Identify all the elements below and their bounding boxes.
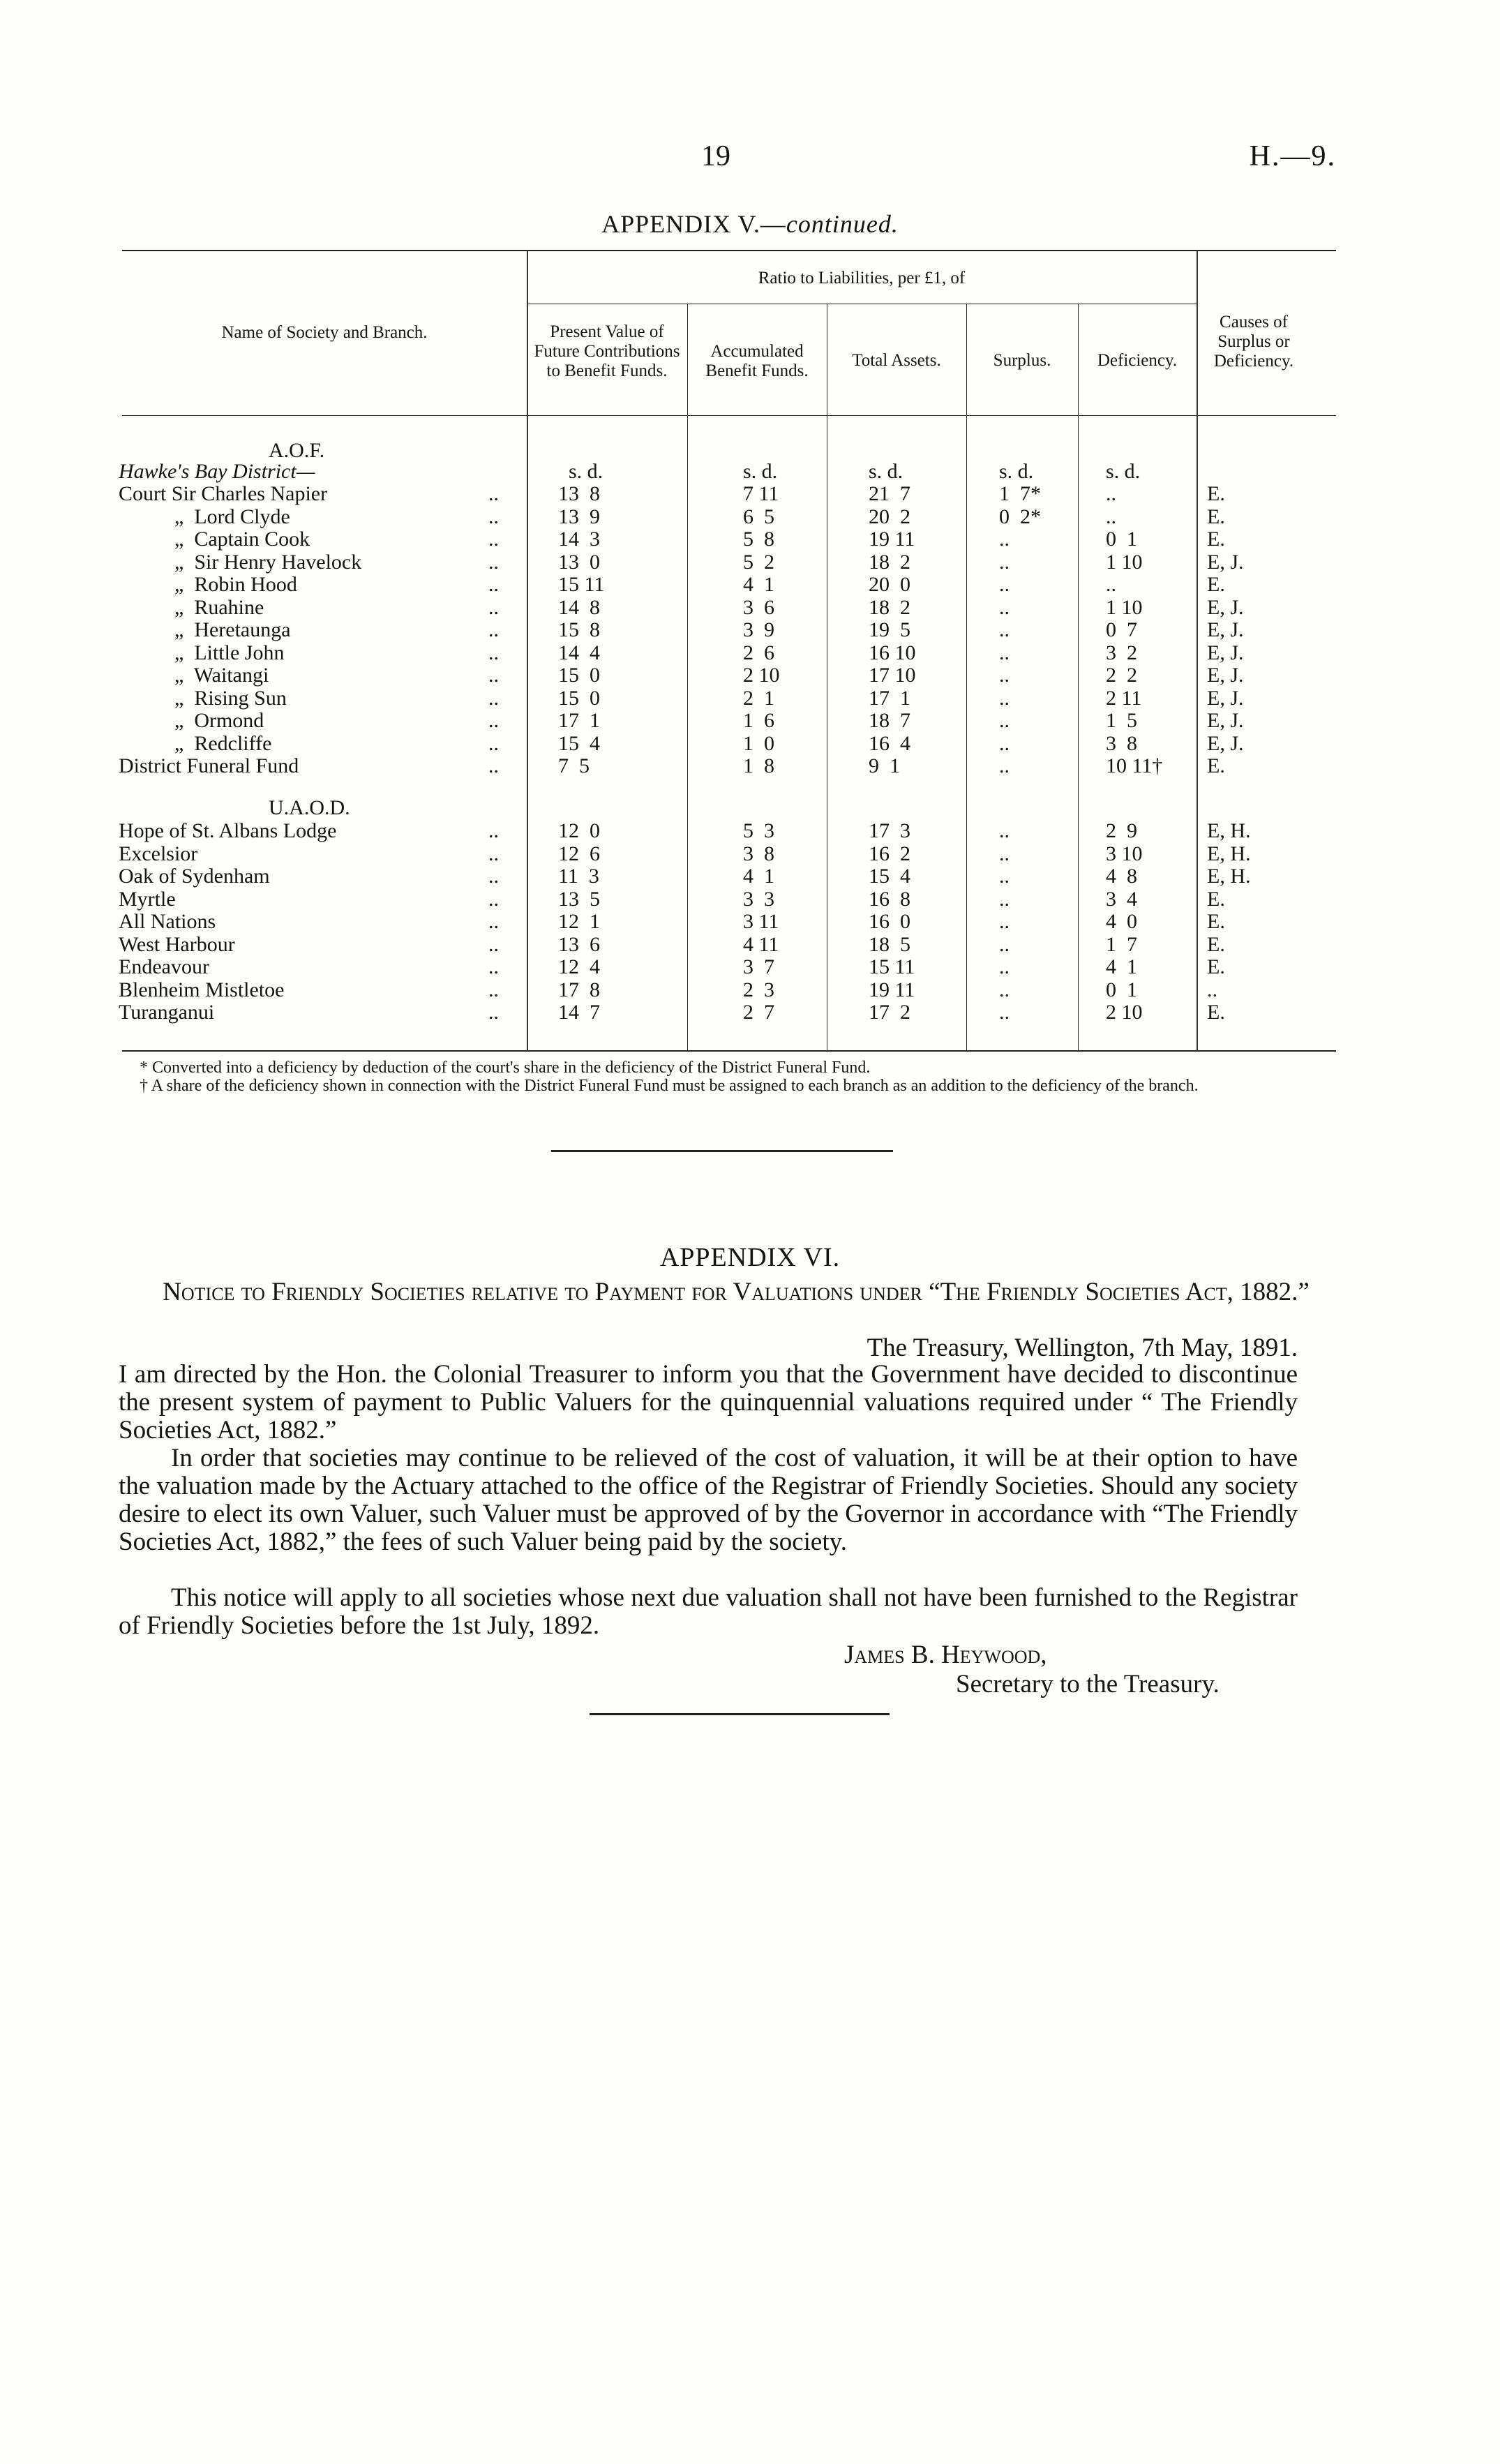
dateline: The Treasury, Wellington, 7th May, 1891.: [867, 1334, 1298, 1362]
row-accumulated: 2 1: [743, 686, 774, 710]
col-present-header: Present Value of Future Contributions to Benefit Funds.: [534, 322, 680, 380]
col-rule-5: [1078, 304, 1079, 1050]
leader-dots: ..: [488, 842, 499, 865]
row-deficiency: 0 1: [1106, 978, 1137, 1001]
section-aof: A.O.F.: [269, 439, 325, 462]
row-accumulated: 5 3: [743, 819, 774, 842]
row-accumulated: 1 8: [743, 754, 774, 777]
header-bottom-rule: [122, 415, 1336, 416]
leader-dots: ..: [488, 932, 499, 956]
unit-label-present: s. d.: [569, 460, 603, 483]
leader-dots: ..: [488, 595, 499, 619]
row-cause: E.: [1207, 573, 1225, 596]
col-rule-4: [966, 304, 967, 1050]
col-total-header: Total Assets.: [852, 351, 941, 370]
row-name: Hope of St. Albans Lodge: [119, 819, 337, 842]
row-present-value: 14 7: [558, 1001, 600, 1024]
row-surplus: ..: [999, 910, 1010, 933]
leader-dots: ..: [488, 505, 499, 528]
row-total-assets: 16 0: [869, 910, 910, 933]
row-cause: E.: [1207, 887, 1225, 911]
row-accumulated: 4 11: [743, 932, 779, 956]
row-name: „ Sir Henry Havelock: [174, 550, 362, 574]
row-surplus: ..: [999, 641, 1010, 664]
row-cause: E.: [1207, 528, 1225, 551]
row-name: „ Robin Hood: [174, 573, 297, 596]
table-bottom-rule: [122, 1050, 1336, 1052]
row-cause: E.: [1207, 754, 1225, 777]
row-total-assets: 17 10: [869, 664, 916, 687]
row-surplus: ..: [999, 865, 1010, 888]
row-accumulated: 4 1: [743, 865, 774, 888]
row-surplus: ..: [999, 573, 1010, 596]
row-total-assets: 18 2: [869, 550, 910, 574]
signature-name: James B. Heywood,: [844, 1641, 1047, 1669]
row-name: Blenheim Mistletoe: [119, 978, 285, 1001]
row-total-assets: 20 0: [869, 573, 910, 596]
row-surplus: ..: [999, 887, 1010, 911]
row-accumulated: 7 11: [743, 482, 779, 505]
row-total-assets: 17 2: [869, 1001, 910, 1024]
row-name: „ Rising Sun: [174, 686, 287, 710]
row-name: „ Waitangi: [174, 664, 269, 687]
row-deficiency: 0 1: [1106, 528, 1137, 551]
row-total-assets: 19 11: [869, 978, 915, 1001]
row-name: „ Heretaunga: [174, 618, 291, 641]
row-deficiency: 3 2: [1106, 641, 1137, 664]
row-name: Excelsior: [119, 842, 198, 865]
row-total-assets: 21 7: [869, 482, 910, 505]
row-present-value: 13 9: [558, 505, 600, 528]
col-rule-2: [687, 304, 688, 1050]
row-present-value: 15 8: [558, 618, 600, 641]
leader-dots: ..: [488, 686, 499, 710]
row-total-assets: 18 5: [869, 932, 910, 956]
row-deficiency: 4 8: [1106, 865, 1137, 888]
row-accumulated: 3 7: [743, 955, 774, 978]
row-name: District Funeral Fund: [119, 754, 299, 777]
signature-title: Secretary to the Treasury.: [956, 1670, 1220, 1698]
row-surplus: ..: [999, 618, 1010, 641]
row-name: Endeavour: [119, 955, 209, 978]
row-name: „ Captain Cook: [174, 528, 310, 551]
row-surplus: ..: [999, 1001, 1010, 1024]
row-name: Court Sir Charles Napier: [119, 482, 328, 505]
row-name: „ Ruahine: [174, 595, 264, 619]
leader-dots: ..: [488, 865, 499, 888]
ratio-header: Ratio to Liabilities, per £1, of: [758, 269, 966, 288]
row-total-assets: 19 11: [869, 528, 915, 551]
leader-dots: ..: [488, 1001, 499, 1024]
row-deficiency: 0 7: [1106, 618, 1137, 641]
row-deficiency: 4 1: [1106, 955, 1137, 978]
row-accumulated: 2 10: [743, 664, 780, 687]
row-accumulated: 5 8: [743, 528, 774, 551]
row-deficiency: 4 0: [1106, 910, 1137, 933]
row-cause: E, J.: [1207, 641, 1244, 664]
paragraph-1: I am directed by the Hon. the Colonial Treasurer to inform you that the Government have decided to discontinue the present system of payment to Public Valuers for the quinquennial valuations required under “ The Friendly Societies Act, 1882.”: [119, 1360, 1298, 1444]
row-deficiency: 1 5: [1106, 709, 1137, 732]
leader-dots: ..: [488, 482, 499, 505]
row-surplus: ..: [999, 528, 1010, 551]
row-total-assets: 18 7: [869, 709, 910, 732]
row-surplus: ..: [999, 686, 1010, 710]
district-heading: Hawke's Bay District—: [119, 460, 315, 483]
row-cause: E, J.: [1207, 550, 1244, 574]
row-total-assets: 15 11: [869, 955, 915, 978]
notice-title: Notice to Friendly Societies relative to Payment for Valuations under “The Friendly Societies Act, 1882.”: [163, 1278, 1310, 1306]
row-surplus: 0 2*: [999, 505, 1041, 528]
row-accumulated: 3 9: [743, 618, 774, 641]
row-total-assets: 17 3: [869, 819, 910, 842]
row-cause: E.: [1207, 955, 1225, 978]
leader-dots: ..: [488, 819, 499, 842]
row-deficiency: 1 10: [1106, 550, 1143, 574]
row-present-value: 15 0: [558, 686, 600, 710]
row-present-value: 15 4: [558, 731, 600, 755]
row-cause: E, J.: [1207, 686, 1244, 710]
row-deficiency: 3 10: [1106, 842, 1143, 865]
row-present-value: 15 11: [558, 573, 605, 596]
leader-dots: ..: [488, 709, 499, 732]
row-present-value: 17 8: [558, 978, 600, 1001]
row-present-value: 12 4: [558, 955, 600, 978]
row-present-value: 14 3: [558, 528, 600, 551]
row-present-value: 12 0: [558, 819, 600, 842]
footnote-1: * Converted into a deficiency by deduction of the court's share in the deficiency of the District Funeral Fund.: [140, 1059, 871, 1077]
row-total-assets: 16 8: [869, 887, 910, 911]
row-name: Oak of Sydenham: [119, 865, 270, 888]
row-cause: E.: [1207, 505, 1225, 528]
leader-dots: ..: [488, 528, 499, 551]
row-deficiency: 3 8: [1106, 731, 1137, 755]
row-total-assets: 17 1: [869, 686, 910, 710]
row-name: „ Ormond: [174, 709, 264, 732]
row-name: Myrtle: [119, 887, 176, 911]
row-present-value: 13 6: [558, 932, 600, 956]
row-surplus: ..: [999, 932, 1010, 956]
row-cause: E.: [1207, 1001, 1225, 1024]
col-accum-header: Accumulated Benefit Funds.: [705, 342, 809, 380]
row-name: Turanganui: [119, 1001, 215, 1024]
row-total-assets: 19 5: [869, 618, 910, 641]
leader-dots: ..: [488, 550, 499, 574]
row-deficiency: 1 7: [1106, 932, 1137, 956]
leader-dots: ..: [488, 910, 499, 933]
unit-label-surplus: s. d.: [999, 460, 1034, 483]
row-deficiency: 2 9: [1106, 819, 1137, 842]
leader-dots: ..: [488, 731, 499, 755]
row-surplus: ..: [999, 842, 1010, 865]
row-accumulated: 4 1: [743, 573, 774, 596]
row-surplus: 1 7*: [999, 482, 1041, 505]
row-present-value: 13 0: [558, 550, 600, 574]
row-accumulated: 2 6: [743, 641, 774, 664]
row-total-assets: 9 1: [869, 754, 900, 777]
row-present-value: 14 4: [558, 641, 600, 664]
row-cause: E, J.: [1207, 709, 1244, 732]
leader-dots: ..: [488, 641, 499, 664]
leader-dots: ..: [488, 664, 499, 687]
end-divider: [590, 1713, 890, 1715]
paragraph-2: In order that societies may continue to be relieved of the cost of valuation, it will be at their option to have the valuation made by the Actuary attached to the office of the Registrar of Friendly Societies. Should any society desire to elect its own Valuer, such Valuer must be approved of by the Governor in accordance with “The Friendly Societies Act, 1882,” the fees of such Valuer being paid by the society.: [119, 1444, 1298, 1556]
appendix-vi-title: APPENDIX VI.: [659, 1243, 841, 1272]
row-present-value: 15 0: [558, 664, 600, 687]
row-deficiency: ..: [1106, 505, 1116, 528]
row-accumulated: 2 3: [743, 978, 774, 1001]
section-uaod: U.A.O.D.: [269, 796, 350, 819]
unit-label-accum: s. d.: [743, 460, 778, 483]
appendix-v-title: [0, 209, 1500, 239]
row-cause: E, J.: [1207, 731, 1244, 755]
appendix-v-title-main: APPENDIX V.—: [601, 210, 786, 238]
leader-dots: ..: [488, 887, 499, 911]
row-cause: E, J.: [1207, 595, 1244, 619]
row-surplus: ..: [999, 709, 1010, 732]
row-deficiency: 3 4: [1106, 887, 1137, 911]
row-accumulated: 3 6: [743, 595, 774, 619]
row-deficiency: 2 10: [1106, 1001, 1143, 1024]
row-name: West Harbour: [119, 932, 235, 956]
row-surplus: ..: [999, 955, 1010, 978]
row-accumulated: 3 8: [743, 842, 774, 865]
row-accumulated: 3 11: [743, 910, 779, 933]
col-surplus-header: Surplus.: [993, 351, 1051, 370]
row-surplus: ..: [999, 550, 1010, 574]
row-accumulated: 5 2: [743, 550, 774, 574]
footnote-2: † A share of the deficiency shown in connection with the District Funeral Fund must be assigned to each branch as an addition to the deficiency of the branch.: [140, 1077, 1199, 1095]
row-present-value: 14 8: [558, 595, 600, 619]
document-code: H.—9.: [1249, 140, 1336, 172]
row-cause: ..: [1207, 978, 1217, 1001]
col-name-header: Name of Society and Branch.: [221, 323, 428, 342]
row-total-assets: 16 2: [869, 842, 910, 865]
row-present-value: 17 1: [558, 709, 600, 732]
row-cause: E, J.: [1207, 618, 1244, 641]
row-surplus: ..: [999, 731, 1010, 755]
row-cause: E.: [1207, 932, 1225, 956]
row-cause: E, H.: [1207, 842, 1251, 865]
row-cause: E, H.: [1207, 865, 1251, 888]
col-deficiency-header: Deficiency.: [1097, 351, 1178, 370]
row-name: All Nations: [119, 910, 216, 933]
row-accumulated: 3 3: [743, 887, 774, 911]
appendix-v-title-continued: continued.: [786, 210, 899, 238]
leader-dots: ..: [488, 573, 499, 596]
row-deficiency: 2 11: [1106, 686, 1142, 710]
row-present-value: 13 8: [558, 482, 600, 505]
row-total-assets: 20 2: [869, 505, 910, 528]
row-total-assets: 16 4: [869, 731, 910, 755]
section-divider: [551, 1150, 893, 1152]
row-deficiency: 2 2: [1106, 664, 1137, 687]
row-name: „ Lord Clyde: [174, 505, 290, 528]
row-accumulated: 2 7: [743, 1001, 774, 1024]
row-accumulated: 1 6: [743, 709, 774, 732]
row-surplus: ..: [999, 819, 1010, 842]
row-cause: E, J.: [1207, 664, 1244, 687]
leader-dots: ..: [488, 754, 499, 777]
row-cause: E, H.: [1207, 819, 1251, 842]
row-cause: E.: [1207, 482, 1225, 505]
row-total-assets: 18 2: [869, 595, 910, 619]
leader-dots: ..: [488, 618, 499, 641]
table-top-rule: [122, 250, 1336, 251]
row-surplus: ..: [999, 754, 1010, 777]
paragraph-3: This notice will apply to all societies whose next due valuation shall not have been furnished to the Registrar of Friendly Societies before the 1st July, 1892.: [119, 1583, 1298, 1640]
row-name: „ Redcliffe: [174, 731, 272, 755]
row-deficiency: ..: [1106, 482, 1116, 505]
row-present-value: 12 6: [558, 842, 600, 865]
row-cause: E.: [1207, 910, 1225, 933]
col-causes-header: Causes of Surplus or Deficiency.: [1213, 313, 1294, 371]
row-present-value: 11 3: [558, 865, 599, 888]
row-total-assets: 15 4: [869, 865, 910, 888]
page-number: 19: [701, 140, 730, 172]
unit-label-deficiency: s. d.: [1106, 460, 1141, 483]
row-present-value: 12 1: [558, 910, 600, 933]
row-present-value: 7 5: [558, 754, 590, 777]
leader-dots: ..: [488, 955, 499, 978]
leader-dots: ..: [488, 978, 499, 1001]
row-surplus: ..: [999, 978, 1010, 1001]
row-deficiency: 10 11†: [1106, 754, 1163, 777]
row-deficiency: 1 10: [1106, 595, 1143, 619]
row-accumulated: 6 5: [743, 505, 774, 528]
row-total-assets: 16 10: [869, 641, 916, 664]
row-surplus: ..: [999, 664, 1010, 687]
row-accumulated: 1 0: [743, 731, 774, 755]
row-present-value: 13 5: [558, 887, 600, 911]
row-surplus: ..: [999, 595, 1010, 619]
row-deficiency: ..: [1106, 573, 1116, 596]
row-name: „ Little John: [174, 641, 285, 664]
unit-label-total: s. d.: [869, 460, 903, 483]
